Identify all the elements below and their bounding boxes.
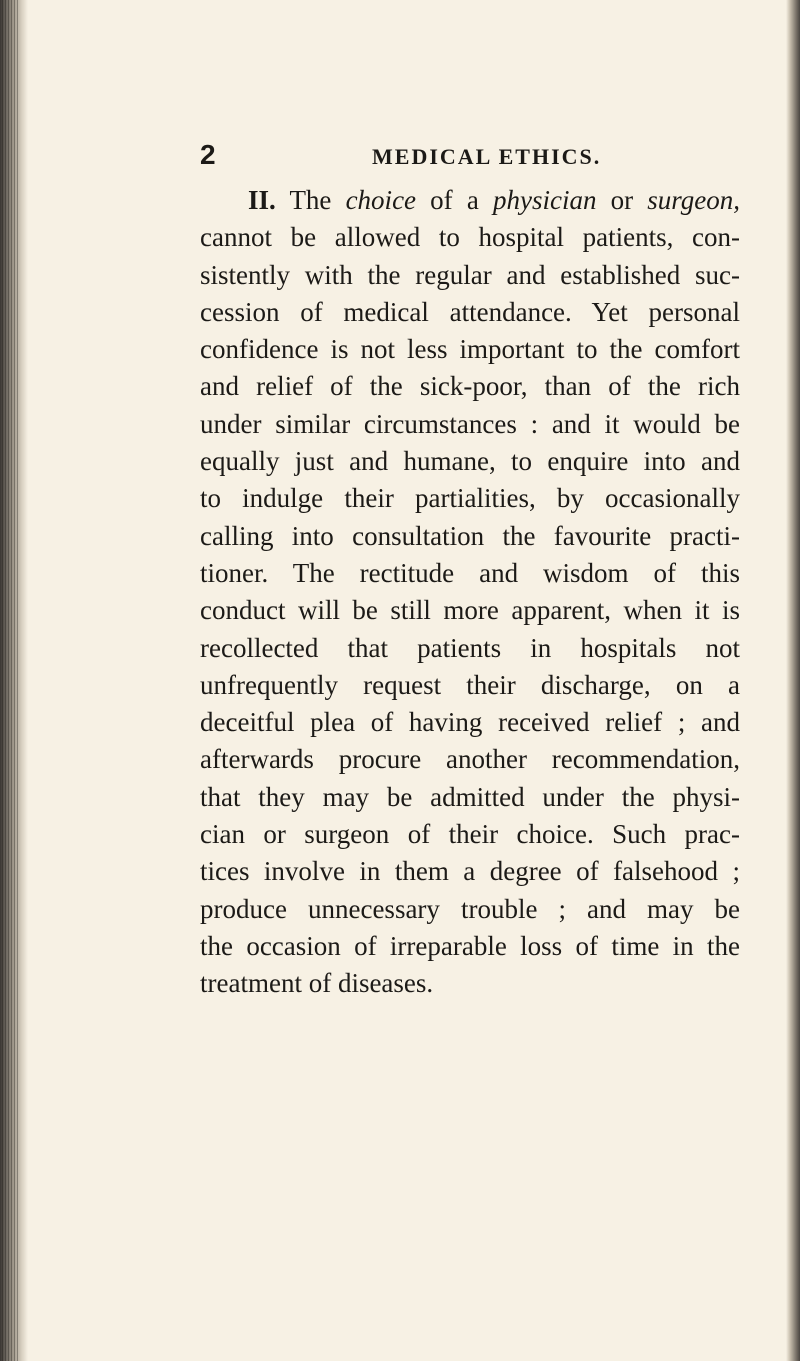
binding-texture — [2, 0, 18, 1361]
emphasis-surgeon: surgeon, — [647, 185, 740, 215]
paragraph-line: afterwards procure another recommendation, — [200, 744, 740, 775]
paragraph-line: conduct will be still more apparent, when it is — [200, 595, 740, 626]
paragraph-line: sistently with the regular and established suc- — [200, 259, 740, 290]
paragraph-line: the occasion of irreparable loss of time in the — [200, 930, 740, 961]
emphasis-physician: physician — [492, 185, 597, 215]
paragraph-line: equally just and humane, to enquire into and — [200, 446, 740, 477]
running-head — [200, 138, 700, 174]
text-fragment: The — [289, 185, 346, 215]
paragraph-line: and relief of the sick-poor, than of the rich — [200, 371, 740, 402]
emphasis-choice: choice — [345, 185, 417, 215]
paragraph-line: to indulge their partialities, by occasionally — [200, 483, 740, 514]
paragraph-line: confidence is not less important to the comfort — [200, 334, 740, 365]
paragraph-line: that they may be admitted under the physi- — [200, 781, 740, 812]
paragraph-line — [200, 182, 740, 219]
paragraph-line: recollected that patients in hospitals not — [200, 632, 740, 663]
paragraph-line: calling into consultation the favourite practi- — [200, 520, 740, 551]
paragraph-line: treatment of diseases. — [200, 968, 434, 999]
paragraph-line: unfrequently request their discharge, on a — [200, 669, 740, 700]
running-title: MEDICAL ETHICS. — [372, 144, 602, 169]
page-number: 2 — [200, 139, 216, 170]
paragraph-line: cian or surgeon of their choice. Such prac- — [200, 819, 740, 850]
paragraph-line: cannot be allowed to hospital patients, con- — [200, 222, 740, 253]
paragraph-line: under similar circumstances : and it would be — [200, 408, 740, 439]
paragraph-line: cession of medical attendance. Yet personal — [200, 296, 740, 327]
paragraph-line: tices involve in them a degree of falsehood ; — [200, 856, 740, 887]
paragraph-line: tioner. The rectitude and wisdom of this — [200, 557, 740, 588]
page-edge-shadow — [786, 0, 800, 1361]
text-fragment: or — [596, 185, 648, 215]
text-fragment: of a — [416, 185, 493, 215]
paragraph-line: produce unnecessary trouble ; and may be — [200, 893, 740, 924]
paragraph-line: deceitful plea of having received relief ; and — [200, 707, 740, 738]
section-number: II. — [248, 185, 276, 215]
paragraph-ii — [200, 182, 740, 1003]
